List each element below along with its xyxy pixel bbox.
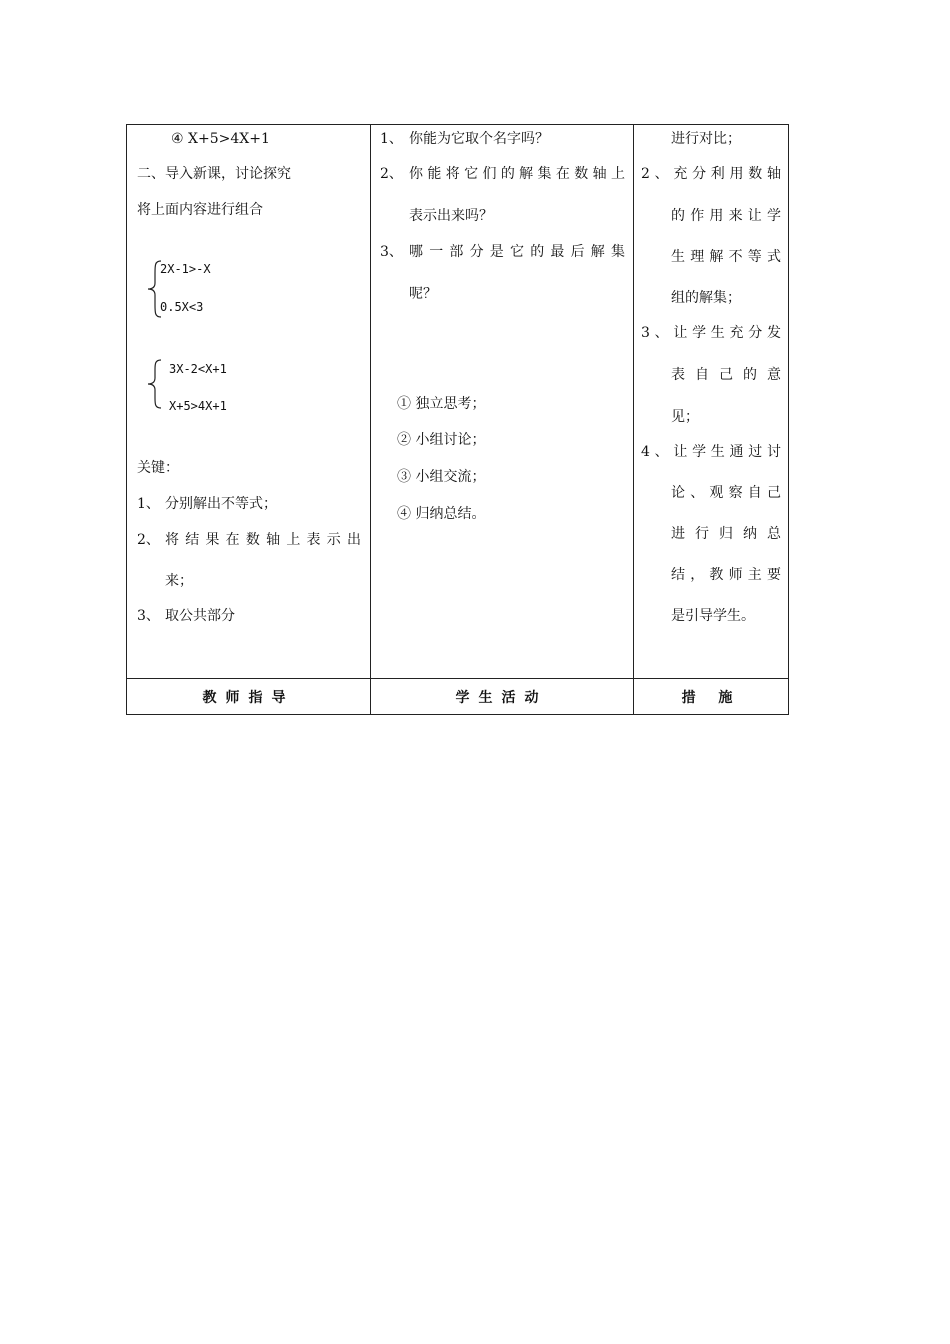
- section-heading: 二、导入新课，讨论探究: [137, 166, 291, 182]
- system1-line1: 2X-1>-X: [160, 262, 211, 276]
- key-2-num: 2、: [137, 532, 160, 548]
- column-divider-2: [633, 125, 634, 714]
- measure-line-2: 2、充分利用数轴: [641, 166, 781, 182]
- column-divider-1: [370, 125, 371, 714]
- measure-line-13: 是引导学生。: [671, 608, 755, 624]
- measure-line-3: 的作用来让学: [671, 208, 781, 224]
- footer-student-activity: 学生活动: [455, 690, 548, 706]
- measure-line-8: 见；: [671, 409, 699, 425]
- measure-line-12: 结，教师主要: [671, 567, 781, 583]
- question-2-cont: 表示出来吗？: [409, 208, 493, 224]
- measure-line-5: 组的解集；: [671, 290, 741, 306]
- measure-line-1: 进行对比；: [671, 131, 741, 147]
- measure-line-11: 进行归纳总: [671, 526, 781, 542]
- combine-text: 将上面内容进行组合: [137, 202, 263, 218]
- lesson-table: [126, 124, 789, 715]
- question-2-text: 你能将它们的解集在数轴上: [409, 166, 625, 182]
- footer-measures: 措 施: [681, 690, 742, 706]
- key-3-text: 取公共部分: [165, 608, 235, 624]
- step-4: ④ 归纳总结。: [397, 506, 486, 522]
- question-3-text: 哪一部分是它的最后解集: [409, 244, 625, 260]
- question-3-cont: 呢？: [409, 286, 437, 302]
- step-1: ① 独立思考；: [397, 396, 486, 412]
- measure-line-9: 4、让学生通过讨: [641, 444, 781, 460]
- system2-line1: 3X-2<X+1: [169, 362, 227, 376]
- system2-line2: X+5>4X+1: [169, 399, 227, 413]
- measure-line-4: 生理解不等式: [671, 249, 781, 265]
- key-2-text: 将结果在数轴上表示出: [165, 532, 361, 548]
- system1-line2: 0.5X<3: [160, 300, 204, 314]
- brace-system-2: [145, 358, 165, 410]
- key-1-text: 分别解出不等式；: [165, 496, 277, 512]
- question-3-num: 3、: [380, 244, 403, 260]
- key-title: 关键：: [137, 460, 179, 476]
- key-3-num: 3、: [137, 608, 160, 624]
- item-4: ④ X+5>4X+1: [171, 131, 270, 147]
- measure-line-7: 表自己的意: [671, 367, 781, 383]
- question-1-text: 你能为它取个名字吗？: [409, 131, 549, 147]
- measure-line-10: 论、观察自己: [671, 485, 781, 501]
- measure-line-6: 3、让学生充分发: [641, 325, 781, 341]
- question-2-num: 2、: [380, 166, 403, 182]
- step-3: ③ 小组交流；: [397, 469, 486, 485]
- key-1-num: 1、: [137, 496, 160, 512]
- question-1-num: 1、: [380, 131, 403, 147]
- footer-teacher-guidance: 教师指导: [202, 690, 295, 706]
- key-2-cont: 来；: [165, 573, 193, 589]
- step-2: ② 小组讨论；: [397, 432, 486, 448]
